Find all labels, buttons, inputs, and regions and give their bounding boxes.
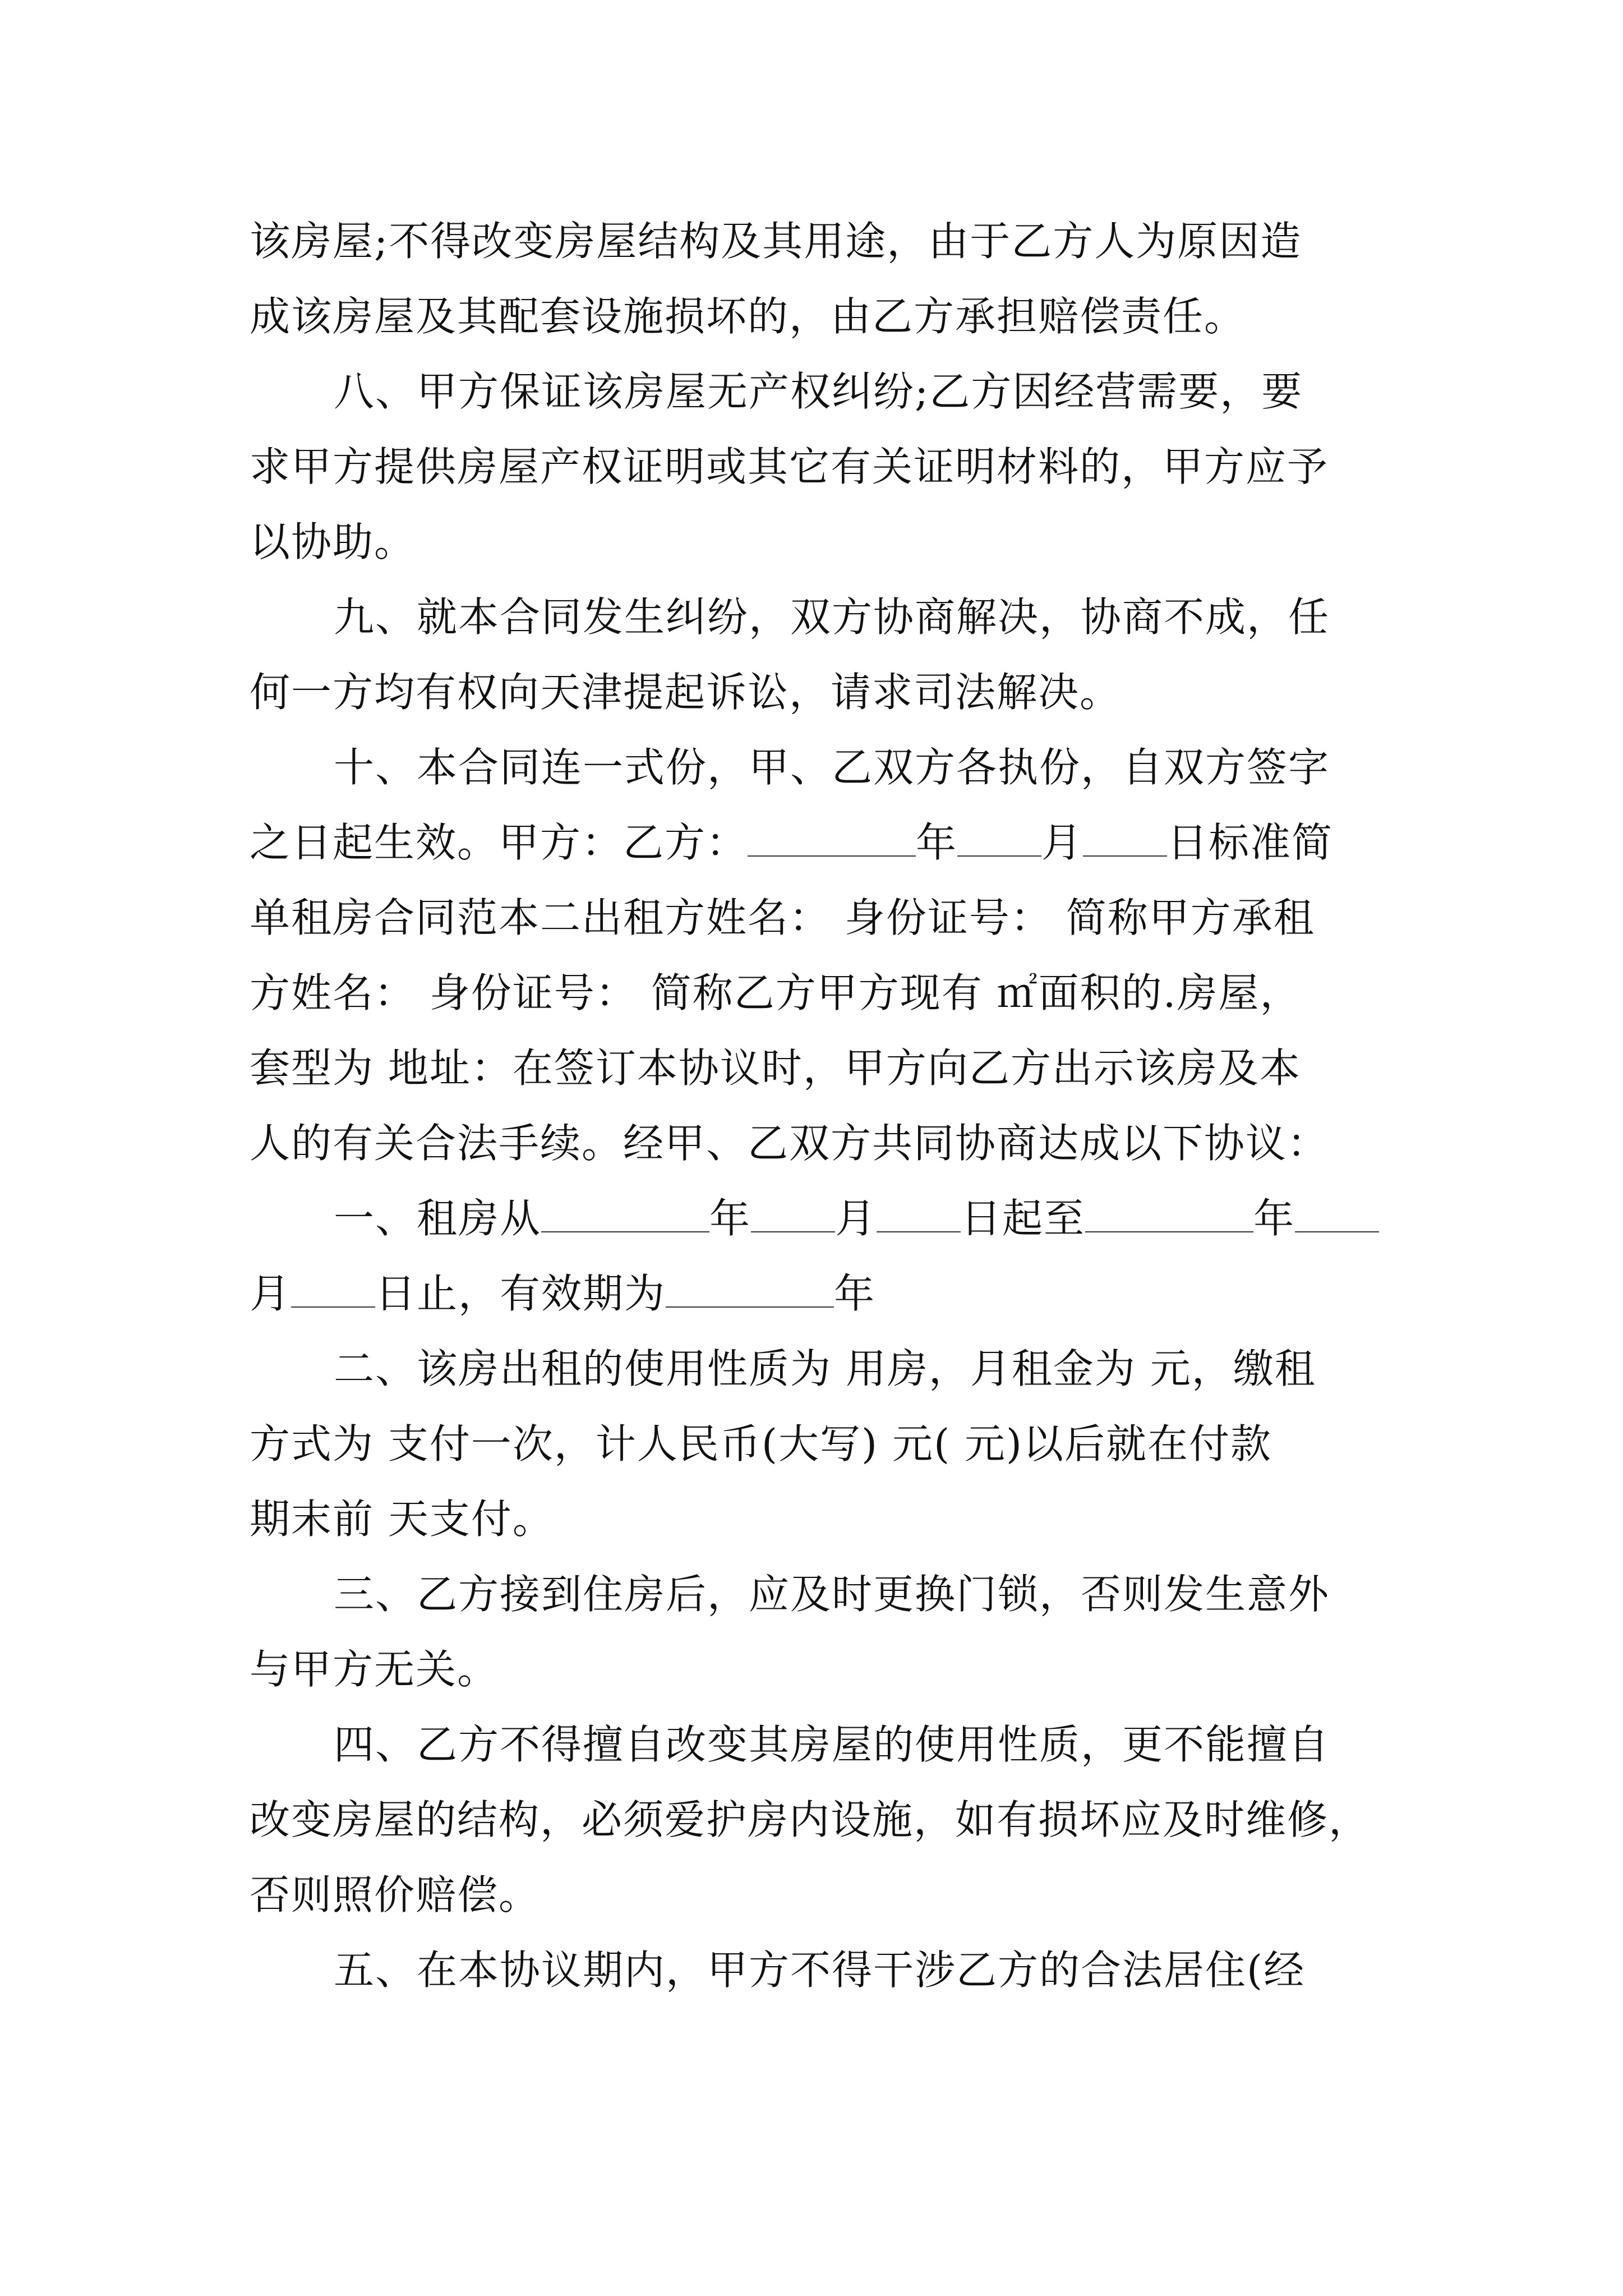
clause-2-line: 期末前 天支付。: [250, 1496, 554, 1543]
clause-10-line: 十、本合同连一式份，甲、乙双方各执份，自双方签字: [334, 744, 1330, 791]
month-label: 月: [835, 1195, 877, 1242]
year-label: 年: [916, 819, 958, 866]
clause-10-signature-line: [250, 817, 1377, 868]
end-month-blank: [1295, 1198, 1379, 1232]
clause-5-line: 五、在本协议期内，甲方不得干涉乙方的合法居住(经: [334, 1947, 1306, 1994]
clause-8-line: 求甲方提供房屋产权证明或其它有关证明材料的，甲方应予: [250, 443, 1329, 490]
start-day-blank: [877, 1198, 961, 1232]
clause-3-line: 与甲方无关。: [250, 1646, 499, 1693]
day-label: 日起至: [961, 1195, 1086, 1242]
year-label: 年: [1253, 1195, 1295, 1242]
clause-4-line: 改变房屋的结构，必须爱护房内设施，如有损坏应及时维修，: [250, 1796, 1371, 1843]
day-blank: [1083, 822, 1167, 857]
clause-1-line: [334, 1193, 1377, 1244]
clause-8-line: 八、甲方保证该房屋无产权纠纷;乙方因经营需要，要: [334, 368, 1303, 415]
contract-header-line: 人的有关合法手续。经甲、乙双方共同协商达成以下协议：: [250, 1120, 1329, 1167]
clause-2-line: 方式为 支付一次，计人民币(大写) 元( 元)以后就在付款: [250, 1420, 1272, 1467]
year-blank: [748, 822, 916, 857]
start-year-blank: [541, 1198, 709, 1232]
year-label: 年: [709, 1195, 751, 1242]
day-label: 日标准简: [1167, 819, 1334, 866]
clause-2-line: 二、该房出租的使用性质为 用房，月租金为 元，缴租: [334, 1345, 1316, 1392]
start-month-blank: [751, 1198, 835, 1232]
clause-1-start: 一、租房从: [334, 1195, 542, 1242]
term-label: 日止，有效期为: [375, 1270, 666, 1317]
contract-header-line: 套型为 地址：在签订本协议时，甲方向乙方出示该房及本: [250, 1045, 1301, 1092]
clause-1-line: [250, 1268, 1377, 1319]
contract-header-line: 单租房合同范本二出租方姓名： 身份证号： 简称甲方承租: [250, 894, 1315, 941]
clause-8-line: 以协助。: [250, 518, 416, 565]
month-label: 月: [1041, 819, 1083, 866]
clause-9-line: 何一方均有权向天津提起诉讼，请求司法解决。: [250, 669, 1122, 716]
end-year-blank: [1085, 1198, 1253, 1232]
month-label: 月: [250, 1270, 292, 1317]
signature-label: 之日起生效。甲方：乙方：: [250, 819, 748, 866]
paragraph-line: 该房屋;不得改变房屋结构及其用途，由于乙方人为原因造: [250, 218, 1302, 265]
clause-9-line: 九、就本合同发生纠纷，双方协商解决，协商不成，任: [334, 593, 1330, 641]
paragraph-line: 成该房屋及其配套设施损坏的，由乙方承担赔偿责任。: [250, 293, 1246, 340]
month-blank: [957, 822, 1041, 857]
end-day-blank: [291, 1273, 375, 1308]
term-years-blank: [666, 1273, 834, 1308]
clause-4-line: 否则照价赔偿。: [250, 1871, 541, 1918]
year-label: 年: [834, 1270, 876, 1317]
contract-header-line: 方姓名： 身份证号： 简称乙方甲方现有 ㎡面积的.房屋，: [250, 969, 1302, 1016]
clause-3-line: 三、乙方接到住房后，应及时更换门锁，否则发生意外: [334, 1571, 1330, 1618]
clause-4-line: 四、乙方不得擅自改变其房屋的使用性质，更不能擅自: [334, 1721, 1330, 1768]
